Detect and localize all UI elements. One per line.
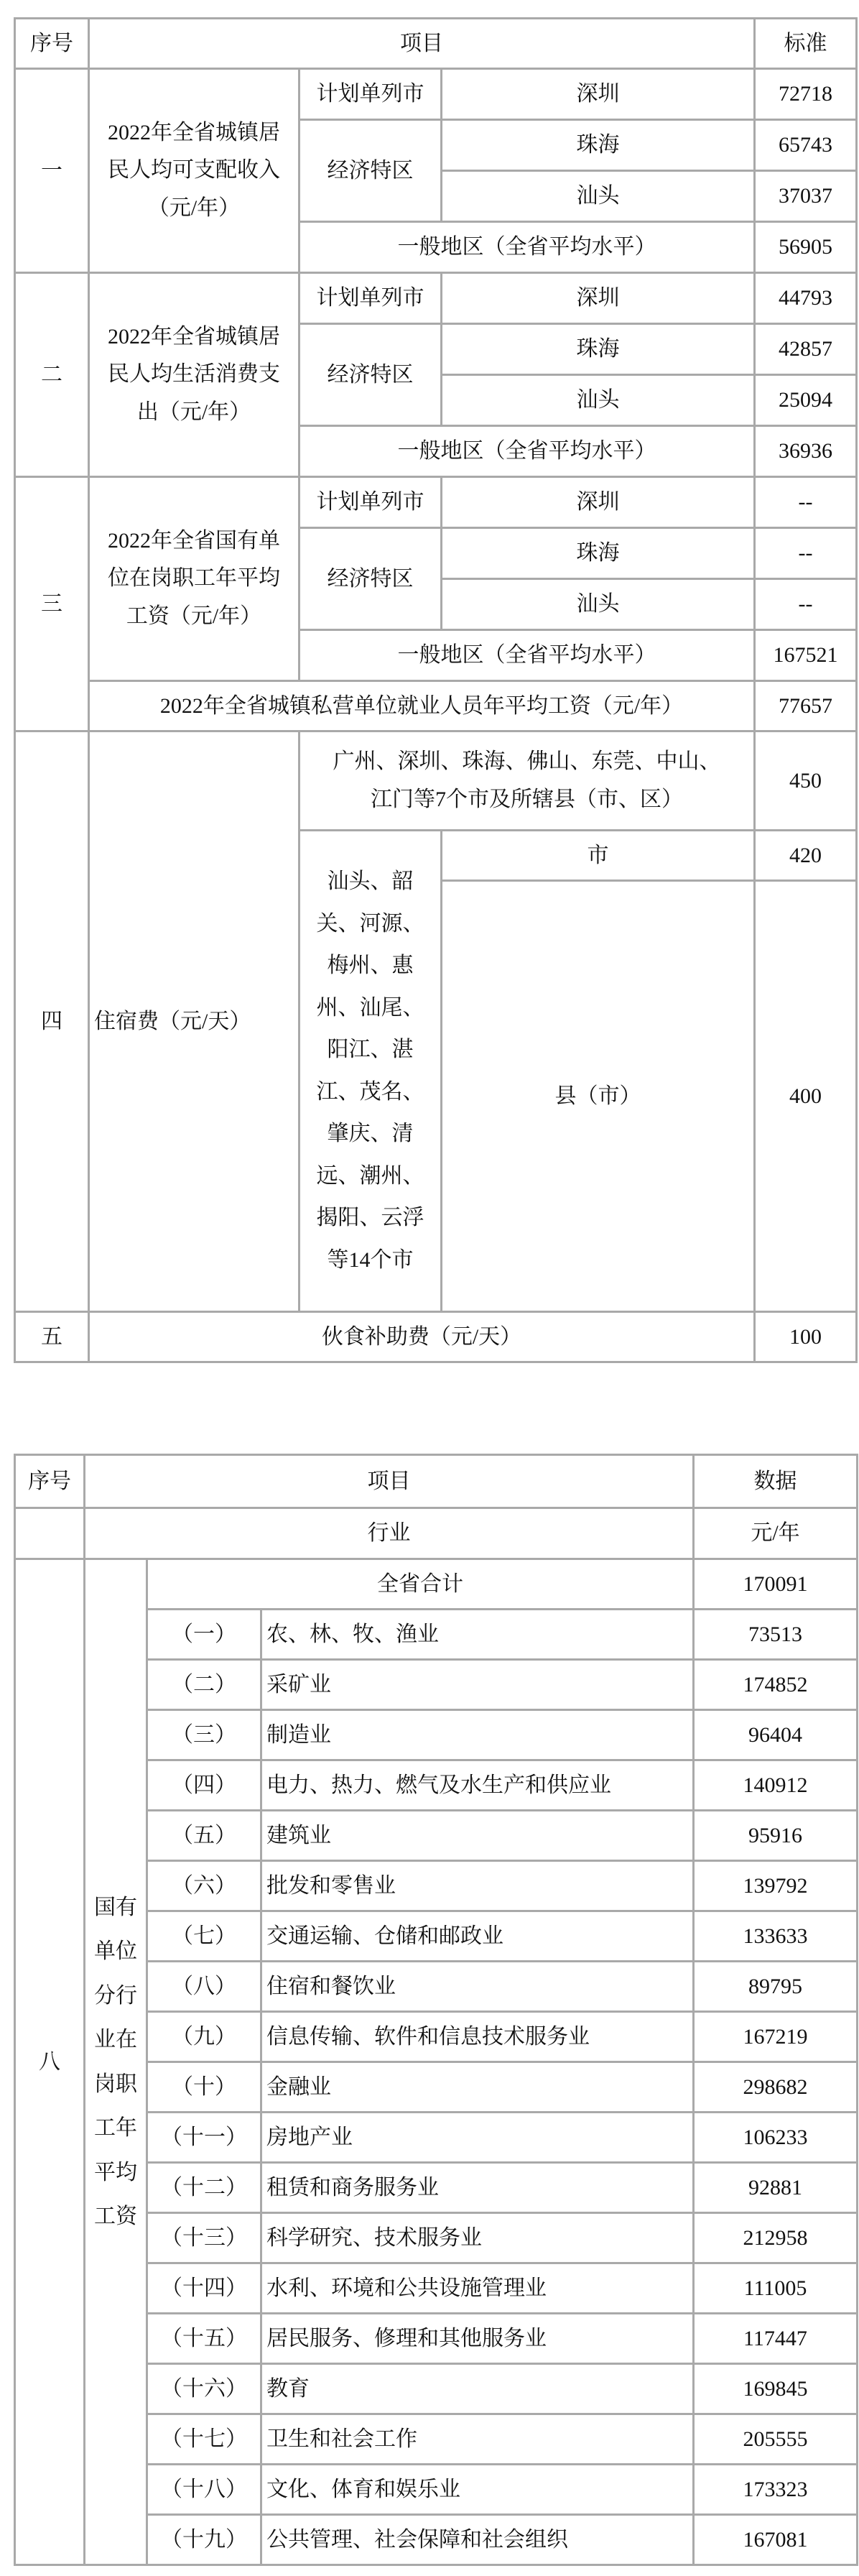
industry-name-text: 金融业 bbox=[266, 2074, 331, 2099]
industry-name bbox=[261, 1811, 694, 1861]
tier1-cities-line: 江门等7个市及所辖县（市、区） bbox=[371, 787, 683, 811]
tier2-cities-line: 关、河源、 bbox=[316, 911, 424, 936]
standard-value bbox=[755, 528, 857, 579]
standard-value-text: -- bbox=[798, 490, 813, 514]
city-name-text: 汕头 bbox=[576, 388, 620, 412]
table-row bbox=[15, 273, 857, 324]
header-row bbox=[15, 19, 857, 69]
city-name bbox=[442, 273, 755, 324]
group-label-line: 岗职 bbox=[94, 2072, 137, 2096]
industry-value bbox=[694, 2062, 858, 2113]
header-standard bbox=[755, 19, 857, 69]
industry-value-text: 298682 bbox=[743, 2074, 808, 2099]
total-label bbox=[147, 1559, 694, 1610]
industry-no-text: （十五） bbox=[161, 2326, 247, 2350]
city-name-text: 珠海 bbox=[576, 337, 620, 361]
standard-value bbox=[755, 630, 857, 681]
industry-wage-table bbox=[14, 1454, 858, 2566]
industry-name bbox=[261, 2113, 694, 2163]
standard-value bbox=[755, 1312, 857, 1362]
industry-value-text: 106233 bbox=[743, 2125, 808, 2149]
industry-no-text: （七） bbox=[172, 1924, 236, 1948]
total-value-text: 170091 bbox=[743, 1571, 808, 1596]
industry-value bbox=[694, 1610, 858, 1660]
table-row bbox=[15, 477, 857, 528]
group-label-line: 国有 bbox=[94, 1895, 137, 1919]
standard-value-text: -- bbox=[798, 592, 813, 616]
industry-value bbox=[694, 1811, 858, 1861]
industry-no bbox=[147, 1911, 261, 1962]
tier2-cities-line: 揭阳、云浮 bbox=[316, 1206, 424, 1229]
city-name bbox=[442, 528, 755, 579]
industry-name-text: 农、林、牧、渔业 bbox=[266, 1622, 439, 1646]
industry-no bbox=[147, 1861, 261, 1911]
standard-value-text: 450 bbox=[789, 768, 822, 793]
industry-value-text: 167081 bbox=[743, 2527, 808, 2552]
sez-label-text: 经济特区 bbox=[327, 362, 414, 387]
industry-value bbox=[694, 1710, 858, 1760]
sez-label-text: 经济特区 bbox=[327, 158, 414, 183]
industry-name bbox=[261, 2364, 694, 2414]
section-seq-label: 四 bbox=[41, 1009, 62, 1033]
industry-no-text: （十七） bbox=[161, 2427, 247, 2451]
industry-value-text: 92881 bbox=[748, 2175, 802, 2199]
standard-value bbox=[755, 222, 857, 273]
plan-city-label-text: 计划单列市 bbox=[316, 286, 424, 310]
industry-no-text: （十二） bbox=[161, 2175, 247, 2199]
industry-name bbox=[261, 1660, 694, 1710]
industry-no-text: （一） bbox=[172, 1622, 236, 1646]
industry-name-text: 制造业 bbox=[266, 1722, 331, 1747]
standard-value bbox=[755, 171, 857, 222]
tier2-cities-line: 江、茂名、 bbox=[316, 1079, 424, 1104]
standard-value-text: 25094 bbox=[779, 388, 832, 412]
section-seq bbox=[15, 1312, 89, 1362]
private-wage-label bbox=[89, 681, 755, 731]
industry-name bbox=[261, 2465, 694, 2515]
industry-value bbox=[694, 1660, 858, 1710]
industry-no-text: （十三） bbox=[161, 2225, 247, 2250]
group-label-line: 工资 bbox=[94, 2205, 137, 2228]
industry-no-text: （十一） bbox=[161, 2125, 247, 2149]
private-wage-label-text: 2022年全省城镇私营单位就业人员年平均工资（元/年） bbox=[159, 693, 684, 718]
standard-value bbox=[755, 120, 857, 171]
header-item-label: 项目 bbox=[400, 31, 443, 55]
standard-value-text: 65743 bbox=[779, 133, 832, 157]
header-item bbox=[85, 1455, 694, 1508]
industry-name-text: 卫生和社会工作 bbox=[266, 2427, 417, 2451]
standard-value-text: 42857 bbox=[779, 337, 832, 361]
header-seq bbox=[15, 19, 89, 69]
section-title-line: （元/年） bbox=[147, 195, 241, 220]
city-name bbox=[442, 171, 755, 222]
industry-no bbox=[147, 2414, 261, 2465]
section-title-line: 民人均生活消费支 bbox=[108, 362, 280, 387]
table-row bbox=[15, 69, 857, 120]
tier1-cities bbox=[300, 731, 755, 831]
plan-city-label bbox=[300, 477, 442, 528]
industry-no bbox=[147, 1660, 261, 1710]
tier2-cities-line: 梅州、惠 bbox=[327, 954, 414, 977]
standard-value-text: 72718 bbox=[779, 82, 832, 106]
standard-value bbox=[755, 579, 857, 630]
standard-value-text: 37037 bbox=[779, 184, 832, 208]
industry-name bbox=[261, 1760, 694, 1811]
tier2-cities-line: 汕头、韶 bbox=[327, 869, 414, 893]
industry-value-text: 111005 bbox=[743, 2276, 807, 2300]
county-label-text: 县（市） bbox=[554, 1084, 641, 1108]
industry-value bbox=[694, 2364, 858, 2414]
industry-value-text: 205555 bbox=[743, 2427, 808, 2451]
industry-name-text: 房地产业 bbox=[266, 2125, 353, 2149]
sez-label bbox=[300, 324, 442, 426]
industry-value-text: 139792 bbox=[743, 1873, 808, 1898]
industry-value bbox=[694, 1962, 858, 2012]
plan-city-label-text: 计划单列市 bbox=[316, 490, 424, 514]
city-name bbox=[442, 375, 755, 426]
industry-value bbox=[694, 2012, 858, 2062]
section-title-line: 2022年全省城镇居 bbox=[108, 324, 280, 348]
header-row bbox=[15, 1455, 858, 1508]
standard-value bbox=[755, 324, 857, 375]
section-seq bbox=[15, 273, 89, 477]
sez-label bbox=[300, 528, 442, 630]
section-title bbox=[89, 273, 300, 477]
industry-name-text: 信息传输、软件和信息技术服务业 bbox=[266, 2024, 590, 2049]
group-label-line: 分行 bbox=[94, 1983, 137, 2008]
total-label-text: 全省合计 bbox=[377, 1571, 463, 1596]
group-label-line: 工年 bbox=[94, 2116, 137, 2140]
industry-value bbox=[694, 2163, 858, 2213]
industry-value bbox=[694, 1911, 858, 1962]
allowance-standards-table bbox=[14, 17, 858, 1363]
section-seq bbox=[15, 69, 89, 273]
industry-value bbox=[694, 2113, 858, 2163]
table-row bbox=[15, 731, 857, 831]
industry-name-text: 科学研究、技术服务业 bbox=[266, 2225, 482, 2250]
standard-value bbox=[755, 273, 857, 324]
section-seq bbox=[15, 477, 89, 731]
section-seq-label: 八 bbox=[39, 2049, 60, 2074]
standard-value bbox=[755, 681, 857, 731]
industry-no bbox=[147, 2364, 261, 2414]
tier2-cities-line: 远、潮州、 bbox=[316, 1163, 424, 1188]
group-label-line: 单位 bbox=[94, 1939, 137, 1963]
table-row bbox=[15, 1559, 858, 1610]
city-name bbox=[442, 120, 755, 171]
industry-name-text: 教育 bbox=[266, 2376, 310, 2401]
industry-no-text: （五） bbox=[172, 1823, 236, 1847]
industry-value-text: 174852 bbox=[743, 1672, 808, 1696]
industry-name bbox=[261, 1610, 694, 1660]
header-data bbox=[694, 1455, 858, 1508]
industry-name bbox=[261, 2012, 694, 2062]
section-seq bbox=[15, 1559, 85, 2565]
standard-value-text: 77657 bbox=[779, 693, 832, 718]
industry-no bbox=[147, 2113, 261, 2163]
city-name-text: 珠海 bbox=[576, 133, 620, 157]
section-title-line: 民人均可支配收入 bbox=[108, 158, 280, 183]
section-title-line: 出（元/年） bbox=[136, 400, 251, 424]
industry-no-text: （十四） bbox=[161, 2276, 247, 2300]
standard-value-text: 100 bbox=[789, 1324, 822, 1349]
industry-no bbox=[147, 2314, 261, 2364]
industry-value bbox=[694, 2263, 858, 2314]
industry-name bbox=[261, 1710, 694, 1760]
tier2-cities-line: 等14个市 bbox=[327, 1247, 414, 1272]
industry-name-text: 交通运输、仓储和邮政业 bbox=[266, 1924, 503, 1948]
industry-no-text: （八） bbox=[172, 1974, 236, 1998]
header-seq-label: 序号 bbox=[28, 1469, 71, 1493]
section-title-line: 2022年全省国有单 bbox=[108, 528, 280, 553]
general-area-label-text: 一般地区（全省平均水平） bbox=[397, 643, 656, 667]
city-name bbox=[442, 579, 755, 630]
header-standard-label: 标准 bbox=[784, 31, 827, 55]
general-area-label bbox=[300, 222, 755, 273]
industry-value-text: 95916 bbox=[748, 1823, 802, 1847]
industry-value-text: 169845 bbox=[743, 2376, 808, 2401]
industry-header-label: 行业 bbox=[367, 1521, 411, 1545]
standard-value bbox=[755, 426, 857, 477]
section-title bbox=[89, 477, 300, 681]
unit-header bbox=[694, 1508, 858, 1559]
industry-no bbox=[147, 2062, 261, 2113]
industry-value bbox=[694, 2515, 858, 2565]
industry-no-text: （二） bbox=[172, 1672, 236, 1696]
standard-value bbox=[755, 881, 857, 1312]
group-label-line: 平均 bbox=[94, 2160, 137, 2184]
standard-value-text: 36936 bbox=[779, 439, 832, 463]
tier2-cities bbox=[300, 831, 442, 1312]
sez-label-text: 经济特区 bbox=[327, 566, 414, 591]
industry-no-text: （十八） bbox=[161, 2477, 247, 2501]
industry-no-text: （十） bbox=[172, 2074, 236, 2099]
standard-value-text: 44793 bbox=[779, 286, 832, 310]
standard-value bbox=[755, 477, 857, 528]
general-area-label bbox=[300, 426, 755, 477]
industry-value bbox=[694, 2414, 858, 2465]
standard-value-text: 420 bbox=[789, 843, 822, 867]
industry-name-text: 建筑业 bbox=[266, 1823, 331, 1847]
section-title-line: 工资（元/年） bbox=[126, 604, 262, 628]
general-area-label-text: 一般地区（全省平均水平） bbox=[397, 439, 656, 463]
industry-no bbox=[147, 2012, 261, 2062]
industry-value-text: 96404 bbox=[748, 1722, 802, 1747]
general-area-label bbox=[300, 630, 755, 681]
plan-city-label-text: 计划单列市 bbox=[316, 82, 424, 106]
industry-name-text: 批发和零售业 bbox=[266, 1873, 396, 1898]
industry-value bbox=[694, 1861, 858, 1911]
city-name bbox=[442, 477, 755, 528]
standard-value bbox=[755, 375, 857, 426]
standard-value bbox=[755, 831, 857, 881]
industry-name bbox=[261, 2263, 694, 2314]
industry-name bbox=[261, 2213, 694, 2263]
industry-header bbox=[85, 1508, 694, 1559]
county-label bbox=[442, 881, 755, 1312]
industry-value-text: 89795 bbox=[748, 1974, 802, 1998]
industry-no bbox=[147, 1610, 261, 1660]
industry-name bbox=[261, 1911, 694, 1962]
industry-no bbox=[147, 2465, 261, 2515]
section-title-line: 2022年全省城镇居 bbox=[108, 120, 280, 144]
lodging-title-text: 住宿费（元/天） bbox=[94, 1009, 251, 1033]
industry-name-text: 租赁和商务服务业 bbox=[266, 2175, 439, 2199]
sub-header-row bbox=[15, 1508, 858, 1559]
tier2-cities-line: 肇庆、清 bbox=[327, 1122, 414, 1145]
city-name bbox=[442, 69, 755, 120]
city-name-text: 深圳 bbox=[576, 286, 620, 310]
total-value bbox=[694, 1559, 858, 1610]
city-name-text: 汕头 bbox=[576, 592, 620, 616]
city-label bbox=[442, 831, 755, 881]
section-seq-label: 三 bbox=[41, 591, 62, 616]
empty-cell bbox=[15, 1508, 85, 1559]
industry-value bbox=[694, 2314, 858, 2364]
industry-no-text: （四） bbox=[172, 1773, 236, 1797]
industry-name-text: 文化、体育和娱乐业 bbox=[266, 2477, 460, 2501]
sez-label bbox=[300, 120, 442, 222]
industry-value-text: 117447 bbox=[743, 2326, 807, 2350]
industry-name-text: 住宿和餐饮业 bbox=[266, 1974, 396, 1998]
industry-name-text: 电力、热力、燃气及水生产和供应业 bbox=[266, 1773, 611, 1797]
plan-city-label bbox=[300, 69, 442, 120]
standard-value-text: -- bbox=[798, 541, 813, 565]
industry-no bbox=[147, 1962, 261, 2012]
tier2-cities-line: 州、汕尾、 bbox=[316, 995, 424, 1020]
section-title-line: 位在岗职工年平均 bbox=[108, 566, 280, 591]
industry-name-text: 公共管理、社会保障和社会组织 bbox=[266, 2527, 568, 2552]
industry-value-text: 140912 bbox=[743, 1773, 808, 1797]
industry-no bbox=[147, 2213, 261, 2263]
header-seq bbox=[15, 1455, 85, 1508]
city-name bbox=[442, 324, 755, 375]
industry-name bbox=[261, 2414, 694, 2465]
city-name-text: 珠海 bbox=[576, 541, 620, 565]
industry-no-text: （十九） bbox=[161, 2527, 247, 2552]
industry-name-text: 居民服务、修理和其他服务业 bbox=[266, 2326, 547, 2350]
industry-name bbox=[261, 2062, 694, 2113]
industry-name bbox=[261, 2163, 694, 2213]
section-seq bbox=[15, 731, 89, 1312]
industry-value bbox=[694, 2465, 858, 2515]
city-name-text: 深圳 bbox=[576, 82, 620, 106]
unit-header-label: 元/年 bbox=[751, 1521, 800, 1545]
section-title bbox=[89, 69, 300, 273]
industry-no bbox=[147, 2515, 261, 2565]
industry-value-text: 133633 bbox=[743, 1924, 808, 1948]
header-item bbox=[89, 19, 755, 69]
group-label-line: 业在 bbox=[94, 2028, 137, 2051]
industry-no bbox=[147, 2163, 261, 2213]
industry-name bbox=[261, 1861, 694, 1911]
header-data-label: 数据 bbox=[753, 1469, 797, 1493]
city-label-text: 市 bbox=[587, 843, 609, 867]
industry-value-text: 212958 bbox=[743, 2225, 808, 2250]
industry-value-text: 167219 bbox=[743, 2024, 808, 2049]
city-name-text: 汕头 bbox=[576, 184, 620, 208]
industry-value-text: 173323 bbox=[743, 2477, 808, 2501]
industry-name-text: 水利、环境和公共设施管理业 bbox=[266, 2276, 547, 2300]
city-name-text: 深圳 bbox=[576, 490, 620, 514]
industry-value bbox=[694, 2213, 858, 2263]
industry-no bbox=[147, 1760, 261, 1811]
industry-no-text: （九） bbox=[172, 2024, 236, 2049]
standard-value-text: 56905 bbox=[779, 235, 832, 259]
industry-no bbox=[147, 2263, 261, 2314]
industry-value-text: 73513 bbox=[748, 1622, 802, 1646]
plan-city-label bbox=[300, 273, 442, 324]
group-label bbox=[85, 1559, 147, 2565]
general-area-label-text: 一般地区（全省平均水平） bbox=[397, 235, 656, 259]
lodging-title bbox=[89, 731, 300, 1312]
industry-no-text: （三） bbox=[172, 1722, 236, 1747]
tier2-cities-line: 阳江、湛 bbox=[327, 1038, 414, 1061]
industry-value bbox=[694, 1760, 858, 1811]
header-seq-label: 序号 bbox=[30, 31, 73, 55]
section-seq-label: 一 bbox=[41, 158, 62, 183]
standard-value-text: 400 bbox=[789, 1084, 822, 1108]
header-item-label: 项目 bbox=[367, 1469, 411, 1493]
section-seq-label: 五 bbox=[41, 1324, 62, 1349]
standard-value-text: 167521 bbox=[773, 643, 838, 667]
standard-value bbox=[755, 69, 857, 120]
table-row bbox=[15, 1312, 857, 1362]
industry-name bbox=[261, 2515, 694, 2565]
industry-no bbox=[147, 1710, 261, 1760]
meal-label bbox=[89, 1312, 755, 1362]
industry-name-text: 采矿业 bbox=[266, 1672, 331, 1696]
meal-label-text: 伙食补助费（元/天） bbox=[321, 1324, 522, 1349]
section-seq-label: 二 bbox=[41, 362, 62, 387]
industry-no bbox=[147, 1811, 261, 1861]
industry-name bbox=[261, 2314, 694, 2364]
standard-value bbox=[755, 731, 857, 831]
industry-name bbox=[261, 1962, 694, 2012]
table-row bbox=[15, 681, 857, 731]
industry-no-text: （十六） bbox=[161, 2376, 247, 2401]
tier1-cities-line: 广州、深圳、珠海、佛山、东莞、中山、 bbox=[333, 749, 721, 773]
industry-no-text: （六） bbox=[172, 1873, 236, 1898]
